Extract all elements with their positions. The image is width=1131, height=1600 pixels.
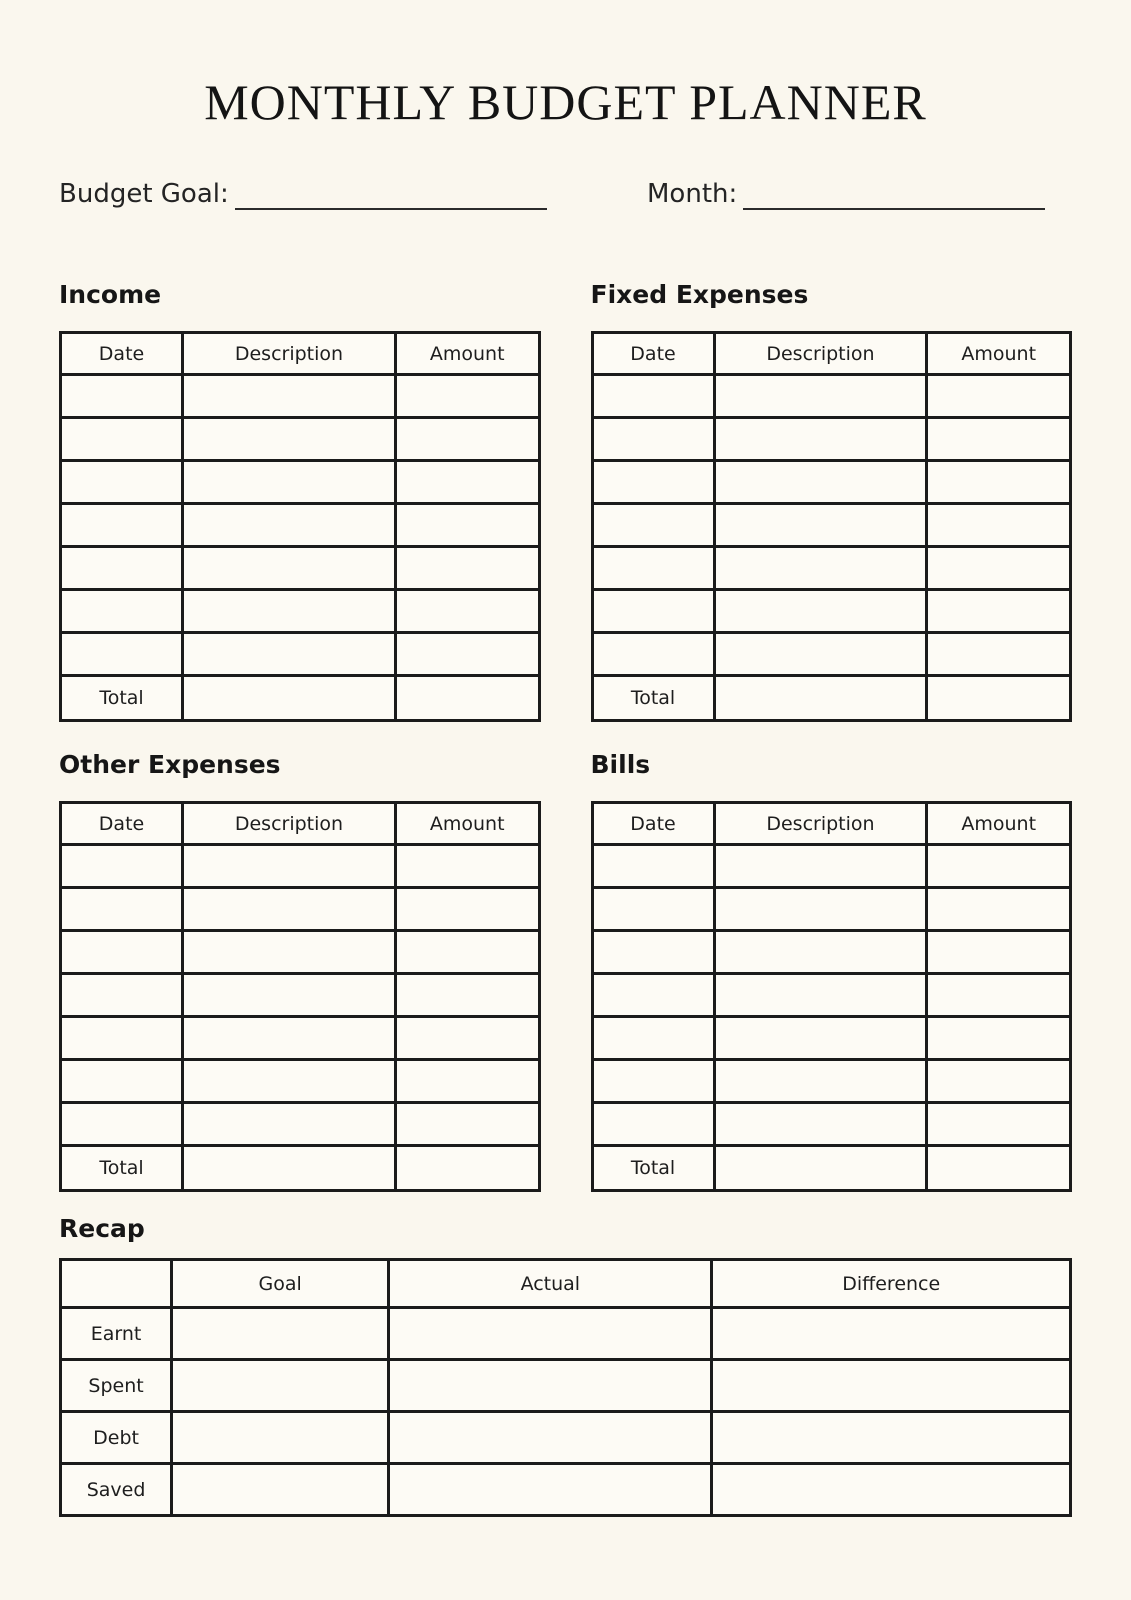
entry-cell bbox=[592, 888, 714, 931]
entry-cell bbox=[395, 931, 539, 974]
recap-difference-cell bbox=[712, 1360, 1071, 1412]
col-header-date: Date bbox=[61, 333, 183, 375]
entry-cell bbox=[592, 461, 714, 504]
entry-cell bbox=[183, 1017, 396, 1060]
entry-row bbox=[592, 931, 1071, 974]
entry-cell bbox=[61, 547, 183, 590]
total-row bbox=[592, 1146, 1071, 1191]
entry-cell bbox=[183, 1060, 396, 1103]
entry-cell bbox=[183, 633, 396, 676]
entry-cell bbox=[395, 974, 539, 1017]
entry-cell bbox=[714, 633, 927, 676]
entry-cell bbox=[927, 375, 1071, 418]
recap-actual-cell bbox=[389, 1308, 712, 1360]
col-header-amount: Amount bbox=[927, 803, 1071, 845]
entry-cell bbox=[61, 461, 183, 504]
entry-cell bbox=[61, 375, 183, 418]
entry-row bbox=[592, 1103, 1071, 1146]
section-other-expenses bbox=[59, 750, 541, 1192]
entry-cell bbox=[183, 590, 396, 633]
page-title: MONTHLY BUDGET PLANNER bbox=[204, 74, 927, 130]
col-header-amount: Amount bbox=[395, 333, 539, 375]
header-row bbox=[61, 803, 540, 845]
entry-cell bbox=[61, 590, 183, 633]
entry-cell bbox=[714, 418, 927, 461]
other-expenses-table bbox=[59, 801, 541, 1192]
bills-title: Bills bbox=[590, 750, 651, 779]
entry-row bbox=[592, 974, 1071, 1017]
entry-cell bbox=[714, 1103, 927, 1146]
entry-cell bbox=[927, 504, 1071, 547]
entry-row bbox=[592, 547, 1071, 590]
fixed-expenses-table bbox=[591, 331, 1073, 722]
col-header-description: Description bbox=[183, 333, 396, 375]
total-amount-cell bbox=[927, 1146, 1071, 1191]
entry-cell bbox=[714, 1060, 927, 1103]
entry-cell bbox=[183, 931, 396, 974]
budget-goal-label: Budget Goal: bbox=[59, 178, 229, 209]
header-row bbox=[592, 803, 1071, 845]
total-description-cell bbox=[183, 1146, 396, 1191]
entry-row bbox=[61, 418, 540, 461]
recap-difference-cell bbox=[712, 1308, 1071, 1360]
recap-row-label: Earnt bbox=[61, 1308, 172, 1360]
entry-cell bbox=[592, 845, 714, 888]
recap-difference-cell bbox=[712, 1464, 1071, 1516]
entry-row bbox=[592, 461, 1071, 504]
recap-actual-cell bbox=[389, 1412, 712, 1464]
entry-cell bbox=[183, 845, 396, 888]
entry-cell bbox=[592, 590, 714, 633]
col-header-date: Date bbox=[592, 803, 714, 845]
entry-cell bbox=[61, 633, 183, 676]
entry-cell bbox=[395, 375, 539, 418]
entry-cell bbox=[714, 931, 927, 974]
entry-cell bbox=[395, 1060, 539, 1103]
entry-cell bbox=[395, 845, 539, 888]
recap-col-actual: Actual bbox=[389, 1260, 712, 1308]
month-field bbox=[647, 176, 1045, 210]
section-bills bbox=[591, 750, 1073, 1192]
entry-cell bbox=[395, 633, 539, 676]
entry-row bbox=[592, 1017, 1071, 1060]
entry-cell bbox=[395, 461, 539, 504]
entry-cell bbox=[927, 1103, 1071, 1146]
recap-row-label: Spent bbox=[61, 1360, 172, 1412]
recap-difference-cell bbox=[712, 1412, 1071, 1464]
entry-cell bbox=[183, 888, 396, 931]
entry-row bbox=[592, 375, 1071, 418]
recap-row-spent bbox=[61, 1360, 1071, 1412]
header-row bbox=[61, 333, 540, 375]
income-title: Income bbox=[59, 280, 162, 309]
entry-cell bbox=[927, 633, 1071, 676]
entry-cell bbox=[592, 504, 714, 547]
section-income bbox=[59, 280, 541, 722]
recap-corner-cell bbox=[61, 1260, 172, 1308]
col-header-date: Date bbox=[592, 333, 714, 375]
recap-goal-cell bbox=[172, 1360, 389, 1412]
total-row bbox=[61, 676, 540, 721]
income-table bbox=[59, 331, 541, 722]
total-amount-cell bbox=[395, 1146, 539, 1191]
recap-col-goal: Goal bbox=[172, 1260, 389, 1308]
month-label: Month: bbox=[647, 178, 738, 209]
total-description-cell bbox=[183, 676, 396, 721]
entry-cell bbox=[714, 845, 927, 888]
entry-row bbox=[592, 633, 1071, 676]
entry-row bbox=[61, 1060, 540, 1103]
entry-row bbox=[592, 418, 1071, 461]
entry-cell bbox=[927, 888, 1071, 931]
recap-header-row bbox=[61, 1260, 1071, 1308]
col-header-date: Date bbox=[61, 803, 183, 845]
entry-cell bbox=[592, 1017, 714, 1060]
entry-cell bbox=[927, 974, 1071, 1017]
entry-cell bbox=[183, 418, 396, 461]
entry-row bbox=[592, 590, 1071, 633]
entry-cell bbox=[714, 974, 927, 1017]
entry-row bbox=[61, 633, 540, 676]
recap-row-label: Debt bbox=[61, 1412, 172, 1464]
entry-cell bbox=[592, 1103, 714, 1146]
total-label: Total bbox=[592, 1146, 714, 1191]
entry-row bbox=[61, 1103, 540, 1146]
entry-cell bbox=[592, 375, 714, 418]
entry-row bbox=[61, 931, 540, 974]
entry-cell bbox=[714, 590, 927, 633]
entry-row bbox=[61, 888, 540, 931]
entry-cell bbox=[183, 1103, 396, 1146]
other-expenses-title: Other Expenses bbox=[59, 750, 281, 779]
entry-row bbox=[61, 845, 540, 888]
total-label: Total bbox=[592, 676, 714, 721]
entry-row bbox=[592, 845, 1071, 888]
col-header-description: Description bbox=[714, 803, 927, 845]
entry-cell bbox=[183, 375, 396, 418]
entry-cell bbox=[395, 1017, 539, 1060]
entry-cell bbox=[927, 461, 1071, 504]
entry-row bbox=[61, 375, 540, 418]
section-fixed-expenses bbox=[591, 280, 1073, 722]
entry-cell bbox=[183, 504, 396, 547]
entry-cell bbox=[61, 1103, 183, 1146]
recap-row-label: Saved bbox=[61, 1464, 172, 1516]
entry-cell bbox=[714, 1017, 927, 1060]
entry-row bbox=[61, 504, 540, 547]
entry-cell bbox=[714, 888, 927, 931]
entry-cell bbox=[395, 418, 539, 461]
recap-title: Recap bbox=[59, 1214, 145, 1243]
col-header-amount: Amount bbox=[927, 333, 1071, 375]
col-header-description: Description bbox=[183, 803, 396, 845]
entry-cell bbox=[183, 461, 396, 504]
entry-cell bbox=[927, 931, 1071, 974]
entry-cell bbox=[592, 418, 714, 461]
budget-goal-field bbox=[59, 176, 547, 210]
header-row bbox=[592, 333, 1071, 375]
entry-cell bbox=[927, 547, 1071, 590]
entry-cell bbox=[395, 547, 539, 590]
entry-cell bbox=[927, 1017, 1071, 1060]
total-label: Total bbox=[61, 1146, 183, 1191]
entry-cell bbox=[61, 504, 183, 547]
bills-table bbox=[591, 801, 1073, 1192]
entry-cell bbox=[592, 633, 714, 676]
recap-table bbox=[59, 1258, 1072, 1517]
entry-cell bbox=[395, 590, 539, 633]
entry-cell bbox=[61, 418, 183, 461]
recap-row-debt bbox=[61, 1412, 1071, 1464]
month-input-line bbox=[743, 176, 1045, 210]
entry-cell bbox=[927, 590, 1071, 633]
recap-col-difference: Difference bbox=[712, 1260, 1071, 1308]
entry-cell bbox=[395, 888, 539, 931]
entry-row bbox=[61, 974, 540, 1017]
entry-cell bbox=[61, 931, 183, 974]
recap-goal-cell bbox=[172, 1308, 389, 1360]
recap-row-saved bbox=[61, 1464, 1071, 1516]
recap-goal-cell bbox=[172, 1412, 389, 1464]
entry-row bbox=[592, 504, 1071, 547]
total-amount-cell bbox=[927, 676, 1071, 721]
entry-row bbox=[61, 461, 540, 504]
entry-cell bbox=[714, 504, 927, 547]
entry-cell bbox=[592, 931, 714, 974]
entry-cell bbox=[927, 418, 1071, 461]
entry-cell bbox=[927, 1060, 1071, 1103]
col-header-description: Description bbox=[714, 333, 927, 375]
entry-cell bbox=[61, 974, 183, 1017]
entry-cell bbox=[61, 888, 183, 931]
entry-cell bbox=[592, 547, 714, 590]
entry-cell bbox=[714, 375, 927, 418]
entry-cell bbox=[61, 1060, 183, 1103]
total-label: Total bbox=[61, 676, 183, 721]
entry-row bbox=[61, 1017, 540, 1060]
entry-cell bbox=[927, 845, 1071, 888]
total-amount-cell bbox=[395, 676, 539, 721]
recap-goal-cell bbox=[172, 1464, 389, 1516]
entry-cell bbox=[395, 504, 539, 547]
col-header-amount: Amount bbox=[395, 803, 539, 845]
entry-cell bbox=[714, 461, 927, 504]
budget-goal-input-line bbox=[235, 176, 547, 210]
recap-row-earnt bbox=[61, 1308, 1071, 1360]
entry-cell bbox=[592, 1060, 714, 1103]
entry-cell bbox=[592, 974, 714, 1017]
fixed-expenses-title: Fixed Expenses bbox=[590, 280, 809, 309]
entry-cell bbox=[714, 547, 927, 590]
entry-cell bbox=[183, 547, 396, 590]
total-row bbox=[592, 676, 1071, 721]
total-row bbox=[61, 1146, 540, 1191]
section-recap bbox=[59, 1214, 1072, 1517]
header-fields bbox=[59, 176, 1072, 210]
tables-grid bbox=[59, 280, 1072, 1192]
recap-actual-cell bbox=[389, 1360, 712, 1412]
recap-actual-cell bbox=[389, 1464, 712, 1516]
entry-cell bbox=[395, 1103, 539, 1146]
total-description-cell bbox=[714, 1146, 927, 1191]
entry-row bbox=[592, 1060, 1071, 1103]
total-description-cell bbox=[714, 676, 927, 721]
entry-cell bbox=[61, 845, 183, 888]
entry-cell bbox=[183, 974, 396, 1017]
entry-cell bbox=[61, 1017, 183, 1060]
entry-row bbox=[592, 888, 1071, 931]
entry-row bbox=[61, 590, 540, 633]
entry-row bbox=[61, 547, 540, 590]
